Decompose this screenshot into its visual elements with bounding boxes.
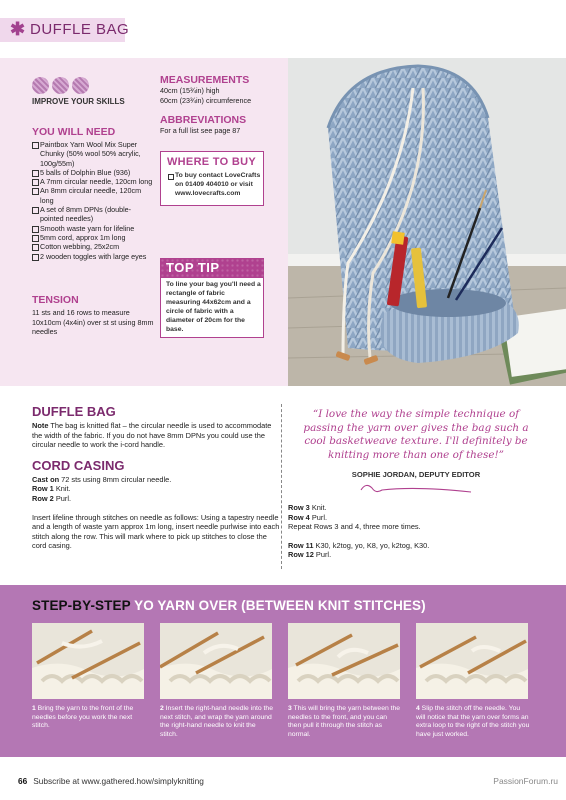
list-item: A set of 8mm DPNs (double-pointed needles) bbox=[32, 205, 154, 224]
materials-list bbox=[32, 140, 154, 261]
list-item: Cotton webbing, 25x2cm bbox=[32, 242, 154, 251]
page-number: 66 bbox=[18, 776, 28, 786]
section-header bbox=[0, 12, 566, 42]
where-to-buy-box bbox=[160, 151, 264, 206]
repeat-line: Repeat Rows 3 and 4, three more times. bbox=[288, 522, 421, 532]
measurements-section bbox=[160, 74, 285, 105]
step-text: This will bring the yarn between the needles to the front, and you can then pull it through the stitch as normal. bbox=[288, 705, 401, 738]
row11-line bbox=[288, 541, 538, 551]
cast-on-line bbox=[32, 475, 282, 485]
row4-text: Purl. bbox=[309, 512, 328, 522]
list-item: Paintbox Yarn Wool Mix Super Chunky (50% wool 50% acrylic, 100g/55m) bbox=[32, 140, 154, 168]
step-text: Bring the yarn to the front of the needles before you work the next stitch. bbox=[32, 705, 134, 730]
measurements-heading: MEASUREMENTS bbox=[160, 74, 250, 86]
row4-line bbox=[288, 513, 538, 523]
note-label: Note bbox=[32, 421, 49, 430]
cast-on-label: Cast on bbox=[32, 474, 60, 484]
yarn-ball-icon bbox=[52, 77, 69, 94]
knitting-needles-photo bbox=[416, 623, 528, 699]
column-divider bbox=[281, 404, 282, 569]
cord-casing-heading: CORD CASING bbox=[32, 457, 125, 473]
you-will-need bbox=[32, 126, 154, 261]
measurement-height: 40cm (15¾in) high bbox=[160, 86, 220, 95]
watermark: PassionForum.ru bbox=[493, 776, 558, 786]
you-will-need-heading: YOU WILL NEED bbox=[32, 126, 116, 138]
step-by-step-band bbox=[0, 585, 566, 757]
row2-text: Purl. bbox=[53, 493, 72, 503]
step-text: Slip the stitch off the needle. You will notice that the yarn over forms an extra loop to the right of the stitch you have just worked. bbox=[416, 705, 530, 738]
page-footer bbox=[18, 776, 204, 786]
step-number: 4 bbox=[416, 705, 420, 712]
skills-label: IMPROVE YOUR SKILLS bbox=[32, 97, 125, 106]
where-to-buy-heading: WHERE TO BUY bbox=[167, 156, 256, 168]
list-item: Smooth waste yarn for lifeline bbox=[32, 224, 154, 233]
row12-line bbox=[288, 550, 538, 560]
skill-level-icons bbox=[32, 77, 92, 99]
step-by-step-heading bbox=[32, 598, 426, 613]
duffle-heading: DUFFLE BAG bbox=[32, 404, 116, 419]
row1-label: Row 1 bbox=[32, 484, 54, 494]
list-item: 2 wooden toggles with large eyes bbox=[32, 252, 154, 261]
step-photo-1 bbox=[32, 623, 144, 699]
step-caption-2 bbox=[160, 705, 274, 739]
step-by-step-lead: STEP-BY-STEP bbox=[32, 598, 131, 613]
yarn-ball-icon bbox=[32, 77, 49, 94]
row11-label: Row 11 bbox=[288, 540, 314, 550]
row1-line bbox=[32, 484, 282, 494]
step-caption-1 bbox=[32, 705, 146, 731]
top-tip-header bbox=[160, 258, 264, 278]
star-icon: ✱ bbox=[10, 19, 26, 39]
row11-text: K30, k2tog, yo, K8, yo, k2tog, K30. bbox=[313, 540, 430, 550]
top-tip-box bbox=[160, 278, 264, 338]
tension-text: 11 sts and 16 rows to measure 10x10cm (4x4in) over st st using 8mm needles bbox=[32, 308, 154, 337]
abbreviations-heading: ABBREVIATIONS bbox=[160, 114, 247, 126]
note-paragraph bbox=[32, 421, 282, 450]
row3-label: Row 3 bbox=[288, 503, 310, 512]
knitting-needles-photo bbox=[160, 623, 272, 699]
abbreviations-section bbox=[160, 114, 285, 136]
where-to-buy-text: To buy contact LoveCrafts on 01409 404010 or visit www.lovecrafts.com bbox=[168, 172, 263, 198]
step-photo-2 bbox=[160, 623, 272, 699]
lifeline-paragraph: Insert lifeline through stitches on needle as follows: Using a tapestry needle and a length of waste yarn approx 1m long, insert needle purlwise into each stitch along the row. This will mark where to pick up stitches to close the cord casing. bbox=[32, 512, 280, 551]
bag-illustration bbox=[288, 58, 566, 386]
knitting-needles-photo bbox=[32, 623, 144, 699]
row12-text: Purl. bbox=[313, 550, 332, 560]
yarn-ball-icon bbox=[72, 77, 89, 94]
pull-quote: “I love the way the simple technique of passing the yarn over gives the bag such a cool basketweave texture. I'll definitely be knitting more than one of these!” bbox=[303, 408, 529, 461]
row3-line bbox=[288, 503, 538, 513]
quote-attribution: SOPHIE JORDAN, DEPUTY EDITOR bbox=[351, 470, 481, 479]
step-caption-3 bbox=[288, 705, 402, 739]
top-tip-text: To line your bag you'll need a rectangle of fabric measuring 44x62cm and a circle of fabric with a diameter of 20cm for the base. bbox=[166, 281, 261, 333]
step-number: 3 bbox=[288, 705, 292, 712]
step-number: 2 bbox=[160, 705, 164, 712]
measurement-circumference: 60cm (23¾in) circumference bbox=[160, 95, 252, 105]
subscribe-text: Subscribe at www.gathered.how/simplyknitting bbox=[33, 776, 204, 786]
list-item: 5mm cord, approx 1m long bbox=[32, 233, 154, 242]
top-tip-heading: TOP TIP bbox=[166, 260, 220, 275]
row12-label: Row 12 bbox=[288, 550, 314, 560]
note-text: The bag is knitted flat – the circular needle is used to accommodate the width of the fabric. If you do not have 8mm DPNs you could use the circular needle to work the i-cord handle. bbox=[32, 421, 272, 450]
page-title: DUFFLE BAG bbox=[30, 21, 130, 38]
pattern-instructions bbox=[32, 404, 282, 551]
step-photo-3 bbox=[288, 623, 400, 699]
pattern-rows-continued bbox=[288, 503, 538, 560]
row1-text: Knit. bbox=[53, 484, 71, 494]
step-by-step-title: YO YARN OVER (BETWEEN KNIT STITCHES) bbox=[130, 598, 426, 613]
abbreviations-text: For a full list see page 87 bbox=[160, 126, 241, 135]
row2-label: Row 2 bbox=[32, 493, 54, 503]
row2-line bbox=[32, 494, 282, 504]
swirl-decoration bbox=[356, 480, 476, 500]
tension-section bbox=[32, 294, 154, 337]
list-item: An 8mm circular needle, 120cm long bbox=[32, 186, 154, 205]
cast-on-text: 72 sts using 8mm circular needle. bbox=[59, 474, 172, 484]
step-photo-4 bbox=[416, 623, 528, 699]
row3-text: Knit. bbox=[309, 503, 327, 512]
list-item: A 7mm circular needle, 120cm long bbox=[32, 177, 154, 186]
tension-heading: TENSION bbox=[32, 294, 79, 306]
list-item: 5 balls of Dolphin Blue (936) bbox=[32, 168, 154, 177]
duffle-bag-photo bbox=[288, 58, 566, 386]
row4-label: Row 4 bbox=[288, 512, 310, 522]
knitting-needles-photo bbox=[288, 623, 400, 699]
step-number: 1 bbox=[32, 705, 36, 712]
step-caption-4 bbox=[416, 705, 530, 739]
step-text: Insert the right-hand needle into the next stitch, and wrap the yarn around the right-hand needle to knit the stitch. bbox=[160, 705, 273, 738]
